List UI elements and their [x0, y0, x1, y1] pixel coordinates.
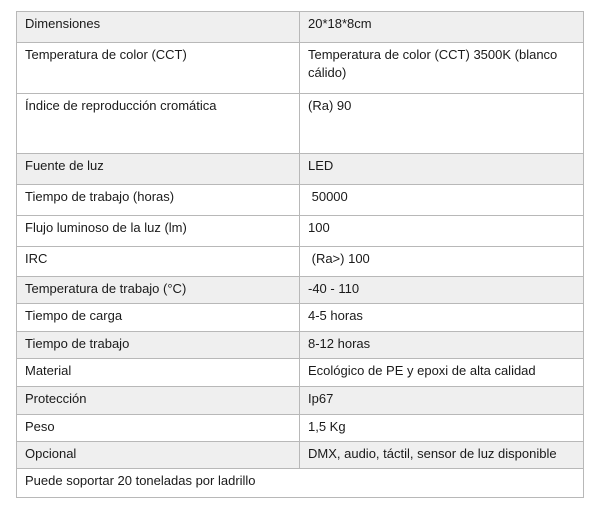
row-label-material: Material: [17, 359, 300, 387]
row-label-tiempo-trabajo: Tiempo de trabajo: [17, 332, 300, 359]
spec-table: [16, 11, 584, 498]
row-value-proteccion: Ip67: [300, 387, 584, 415]
row-label-carga: Tiempo de carga: [17, 304, 300, 332]
row-label-opcional: Opcional: [17, 442, 300, 469]
table-row: [17, 332, 584, 359]
table-row: [17, 216, 584, 247]
row-label-cct: Temperatura de color (CCT): [17, 43, 300, 94]
row-value-cct: Temperatura de color (CCT) 3500K (blanco cálido): [300, 43, 584, 94]
row-value-flujo: 100: [300, 216, 584, 247]
table-row: [17, 415, 584, 442]
row-value-fuente: LED: [300, 154, 584, 185]
row-value-horas: 50000: [300, 185, 584, 216]
row-label-peso: Peso: [17, 415, 300, 442]
row-value-cri: (Ra) 90: [300, 94, 584, 154]
row-value-material: Ecológico de PE y epoxi de alta calidad: [300, 359, 584, 387]
row-value-carga: 4-5 horas: [300, 304, 584, 332]
row-label-fuente: Fuente de luz: [17, 154, 300, 185]
table-row: [17, 247, 584, 277]
row-label-cri: Índice de reproducción cromática: [17, 94, 300, 154]
row-label-flujo: Flujo luminoso de la luz (lm): [17, 216, 300, 247]
row-value-irc: (Ra>) 100: [300, 247, 584, 277]
table-row: [17, 304, 584, 332]
table-row: [17, 469, 584, 498]
row-label-dimensiones: Dimensiones: [17, 12, 300, 43]
table-row: [17, 359, 584, 387]
row-label-proteccion: Protección: [17, 387, 300, 415]
row-value-dimensiones: 20*18*8cm: [300, 12, 584, 43]
row-value-opcional: DMX, audio, táctil, sensor de luz disponible: [300, 442, 584, 469]
row-value-tiempo-trabajo: 8-12 horas: [300, 332, 584, 359]
row-value-temp-trabajo: -40 - 110: [300, 277, 584, 304]
row-label-horas: Tiempo de trabajo (horas): [17, 185, 300, 216]
table-row: [17, 277, 584, 304]
table-row: [17, 94, 584, 154]
table-row: [17, 387, 584, 415]
table-row: [17, 442, 584, 469]
row-label-irc: IRC: [17, 247, 300, 277]
table-row: [17, 12, 584, 43]
footer-note: Puede soportar 20 toneladas por ladrillo: [17, 469, 584, 498]
row-value-peso: 1,5 Kg: [300, 415, 584, 442]
row-label-temp-trabajo: Temperatura de trabajo (°C): [17, 277, 300, 304]
table-row: [17, 43, 584, 94]
table-row: [17, 154, 584, 185]
table-row: [17, 185, 584, 216]
